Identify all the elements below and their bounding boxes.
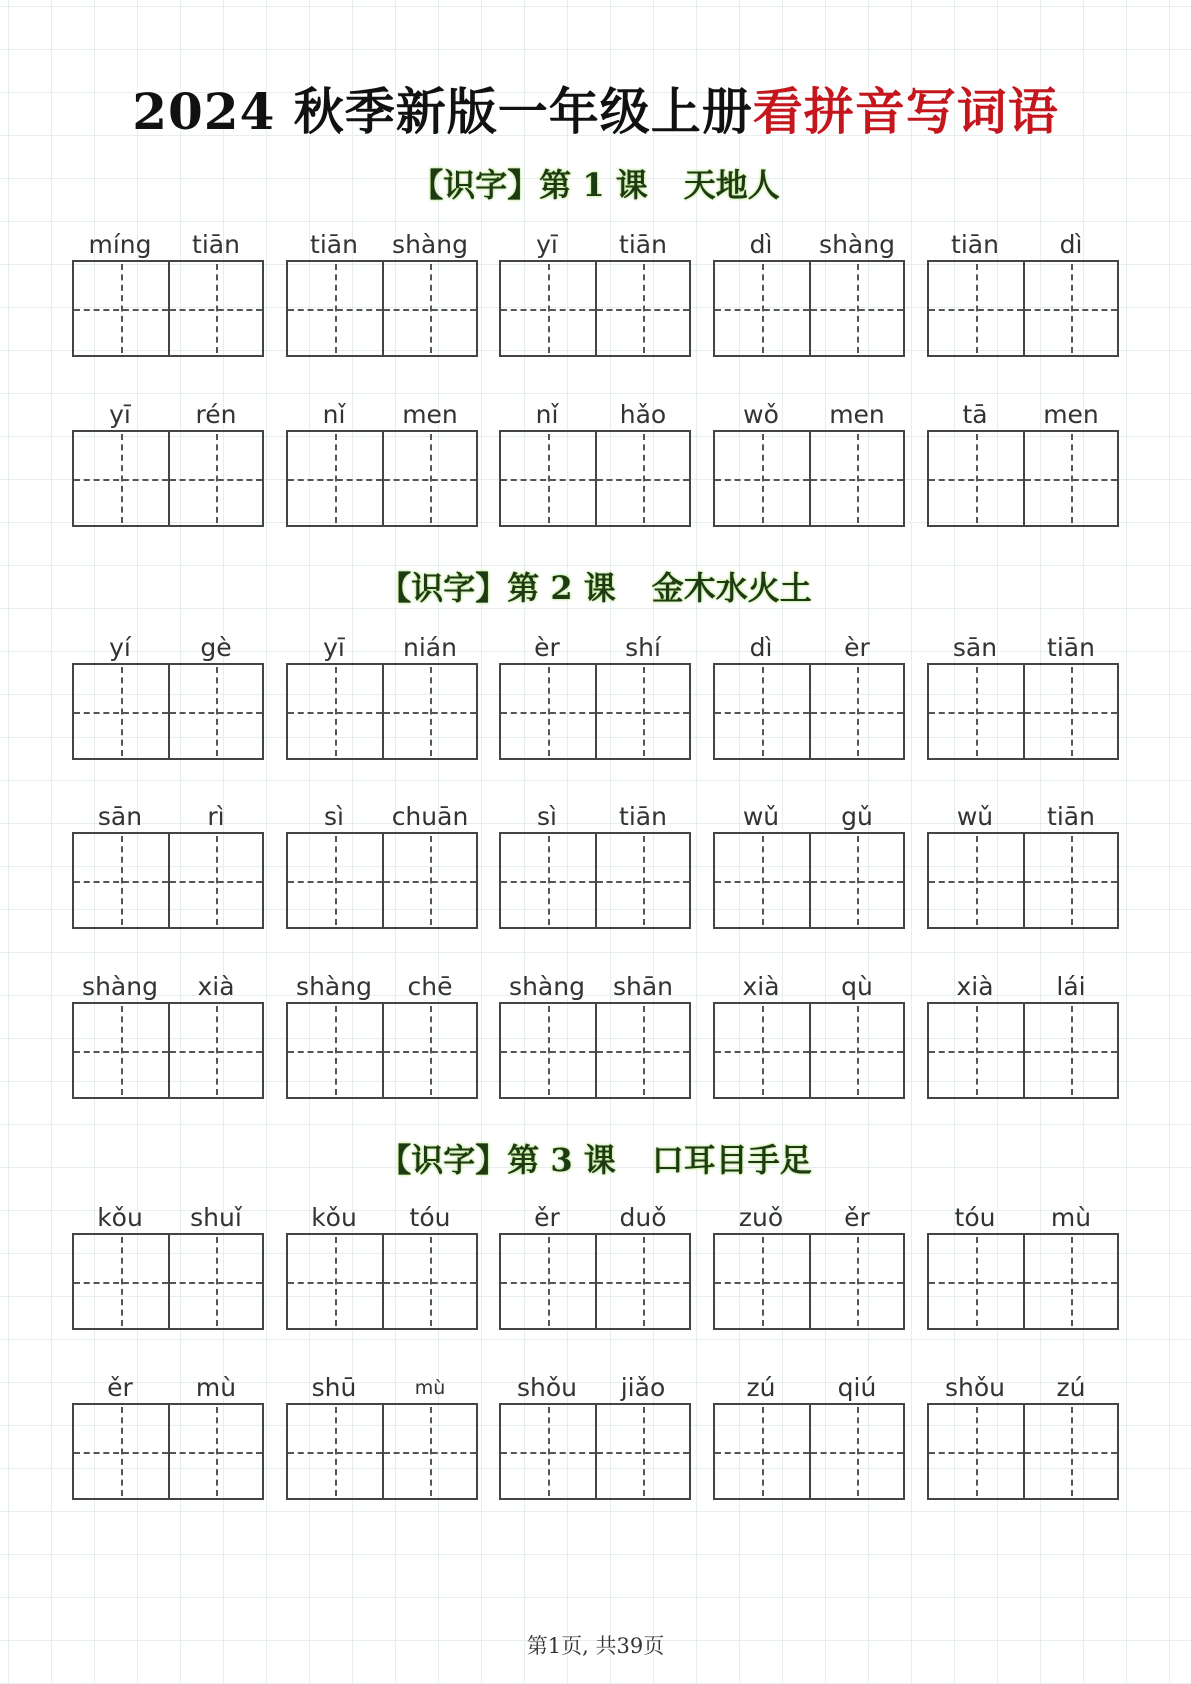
bracket-close: 】: [475, 569, 508, 607]
writing-cell[interactable]: [715, 1004, 809, 1097]
tianzige-writing-box[interactable]: [286, 1233, 478, 1330]
guide-line-horizontal: [1025, 881, 1117, 883]
writing-cell[interactable]: [1023, 262, 1117, 355]
pinyin-label: shí: [625, 633, 661, 662]
guide-line-horizontal: [501, 309, 595, 311]
guide-line-horizontal: [384, 881, 476, 883]
writing-cell[interactable]: [168, 1235, 262, 1328]
writing-cell[interactable]: [501, 432, 595, 525]
writing-cell[interactable]: [595, 262, 689, 355]
writing-cell[interactable]: [929, 1004, 1023, 1097]
guide-line-horizontal: [288, 881, 382, 883]
guide-line-horizontal: [501, 1452, 595, 1454]
writing-cell[interactable]: [715, 1235, 809, 1328]
guide-line-horizontal: [384, 1282, 476, 1284]
writing-cell[interactable]: [168, 834, 262, 927]
guide-line-horizontal: [288, 1051, 382, 1053]
pinyin-label: shàng: [82, 972, 158, 1001]
writing-cell[interactable]: [168, 1004, 262, 1097]
guide-line-horizontal: [170, 1452, 262, 1454]
guide-line-horizontal: [384, 309, 476, 311]
pinyin-label: dì: [1059, 230, 1083, 259]
writing-cell[interactable]: [74, 665, 168, 758]
writing-cell[interactable]: [595, 1235, 689, 1328]
tianzige-writing-box[interactable]: [499, 832, 691, 929]
guide-line-horizontal: [1025, 479, 1117, 481]
pinyin-label: tiān: [192, 230, 240, 259]
pinyin-label: shàng: [819, 230, 895, 259]
writing-cell[interactable]: [929, 1235, 1023, 1328]
guide-line-horizontal: [811, 1282, 903, 1284]
pinyin-label: mù: [1050, 1203, 1092, 1232]
guide-line-horizontal: [74, 881, 168, 883]
guide-line-horizontal: [715, 479, 809, 481]
guide-line-horizontal: [929, 309, 1023, 311]
lesson-name: 口耳目手足: [651, 1141, 812, 1179]
writing-cell[interactable]: [809, 262, 903, 355]
guide-line-horizontal: [597, 1452, 689, 1454]
tianzige-writing-box[interactable]: [927, 430, 1119, 527]
pinyin-label: tiān: [619, 230, 667, 259]
title-red: 看拼音写词语: [752, 82, 1059, 141]
pinyin-label: èr: [534, 633, 560, 662]
tianzige-writing-box[interactable]: [72, 663, 264, 760]
pinyin-label: chē: [407, 972, 453, 1001]
pinyin-label: ěr: [107, 1373, 133, 1402]
pinyin-label: shǒu: [944, 1373, 1005, 1402]
guide-line-horizontal: [715, 1282, 809, 1284]
writing-cell[interactable]: [1023, 1405, 1117, 1498]
writing-cell[interactable]: [168, 262, 262, 355]
tianzige-writing-box[interactable]: [286, 663, 478, 760]
pinyin-label: dì: [749, 230, 773, 259]
guide-line-horizontal: [715, 1051, 809, 1053]
guide-line-horizontal: [501, 712, 595, 714]
pinyin-label: zú: [1056, 1373, 1086, 1402]
guide-line-horizontal: [501, 1051, 595, 1053]
pinyin-label: tóu: [954, 1203, 996, 1232]
guide-line-horizontal: [715, 712, 809, 714]
guide-line-horizontal: [74, 712, 168, 714]
guide-line-horizontal: [501, 1282, 595, 1284]
pinyin-label: lái: [1056, 972, 1086, 1001]
writing-cell[interactable]: [715, 834, 809, 927]
writing-cell[interactable]: [382, 432, 476, 525]
writing-cell[interactable]: [74, 1235, 168, 1328]
guide-line-horizontal: [384, 1452, 476, 1454]
pinyin-label: tiān: [619, 802, 667, 831]
writing-cell[interactable]: [929, 665, 1023, 758]
tianzige-writing-box[interactable]: [713, 260, 905, 357]
tianzige-writing-box[interactable]: [286, 1002, 478, 1099]
writing-cell[interactable]: [288, 1235, 382, 1328]
writing-cell[interactable]: [809, 834, 903, 927]
writing-cell[interactable]: [74, 1405, 168, 1498]
tianzige-writing-box[interactable]: [72, 430, 264, 527]
guide-line-horizontal: [74, 1051, 168, 1053]
lesson-number: 第 2 课: [507, 569, 616, 607]
pinyin-label: men: [402, 400, 458, 429]
pinyin-label: yí: [109, 633, 131, 662]
pinyin-label: sì: [324, 802, 344, 831]
bracket-close: 】: [507, 166, 540, 204]
writing-cell[interactable]: [74, 834, 168, 927]
writing-cell[interactable]: [929, 432, 1023, 525]
pinyin-label: sān: [97, 802, 143, 831]
guide-line-horizontal: [929, 1452, 1023, 1454]
tianzige-writing-box[interactable]: [72, 1233, 264, 1330]
pinyin-label: sān: [952, 633, 998, 662]
writing-cell[interactable]: [715, 262, 809, 355]
lesson-number: 第 3 课: [507, 1141, 616, 1179]
writing-cell[interactable]: [501, 1235, 595, 1328]
pinyin-label: gè: [200, 633, 232, 662]
writing-cell[interactable]: [809, 1004, 903, 1097]
writing-cell[interactable]: [595, 1004, 689, 1097]
bracket-open: 【: [379, 1141, 412, 1179]
pinyin-label: chuān: [391, 802, 469, 831]
pinyin-label: yī: [109, 400, 131, 429]
guide-line-horizontal: [1025, 1452, 1117, 1454]
writing-cell[interactable]: [288, 262, 382, 355]
tianzige-writing-box[interactable]: [713, 1002, 905, 1099]
pinyin-label: ěr: [534, 1203, 560, 1232]
guide-line-horizontal: [288, 309, 382, 311]
pinyin-label: wǔ: [956, 802, 994, 831]
writing-cell[interactable]: [1023, 665, 1117, 758]
tianzige-writing-box[interactable]: [927, 1002, 1119, 1099]
pinyin-label: shàng: [392, 230, 468, 259]
writing-cell[interactable]: [929, 262, 1023, 355]
bracket-open: 【: [411, 166, 444, 204]
tianzige-writing-box[interactable]: [713, 832, 905, 929]
pinyin-label: xià: [956, 972, 994, 1001]
pinyin-label: yī: [323, 633, 345, 662]
tianzige-writing-box[interactable]: [72, 832, 264, 929]
guide-line-horizontal: [170, 479, 262, 481]
tianzige-writing-box[interactable]: [72, 260, 264, 357]
guide-line-horizontal: [929, 1282, 1023, 1284]
guide-line-horizontal: [1025, 712, 1117, 714]
guide-line-horizontal: [597, 309, 689, 311]
pinyin-label: zuǒ: [738, 1203, 784, 1232]
title-black: 2024 秋季新版一年级上册: [132, 82, 753, 141]
guide-line-horizontal: [288, 479, 382, 481]
guide-line-horizontal: [170, 1282, 262, 1284]
guide-line-horizontal: [811, 479, 903, 481]
pinyin-label: shuǐ: [190, 1203, 242, 1232]
guide-line-horizontal: [929, 712, 1023, 714]
pinyin-label: ěr: [844, 1203, 870, 1232]
pinyin-label: men: [1043, 400, 1099, 429]
lesson-heading-2: [0, 563, 1191, 609]
writing-cell[interactable]: [1023, 432, 1117, 525]
pinyin-label: zú: [746, 1373, 776, 1402]
pinyin-label: dì: [749, 633, 773, 662]
writing-cell[interactable]: [929, 1405, 1023, 1498]
writing-cell[interactable]: [501, 834, 595, 927]
guide-line-horizontal: [170, 309, 262, 311]
guide-line-horizontal: [715, 309, 809, 311]
pinyin-label: míng: [88, 230, 152, 259]
guide-line-horizontal: [74, 479, 168, 481]
lesson-name: 天地人: [683, 166, 780, 204]
pinyin-label: men: [829, 400, 885, 429]
tianzige-writing-box[interactable]: [713, 430, 905, 527]
writing-cell[interactable]: [288, 432, 382, 525]
tianzige-writing-box[interactable]: [72, 1002, 264, 1099]
pinyin-label: duǒ: [619, 1203, 667, 1232]
pinyin-label: kǒu: [311, 1203, 357, 1232]
writing-cell[interactable]: [168, 432, 262, 525]
tianzige-writing-box[interactable]: [499, 260, 691, 357]
pinyin-label: wǔ: [742, 802, 780, 831]
pinyin-label: xià: [742, 972, 780, 1001]
writing-cell[interactable]: [1023, 834, 1117, 927]
writing-cell[interactable]: [74, 432, 168, 525]
guide-line-horizontal: [715, 881, 809, 883]
pinyin-label: nián: [403, 633, 457, 662]
pinyin-label: èr: [844, 633, 870, 662]
pinyin-label: tiān: [1047, 802, 1095, 831]
page-number: 第1页, 共39页: [526, 1634, 665, 1658]
guide-line-horizontal: [501, 881, 595, 883]
guide-line-horizontal: [170, 881, 262, 883]
tianzige-writing-box[interactable]: [927, 832, 1119, 929]
tianzige-writing-box[interactable]: [286, 430, 478, 527]
pinyin-label: xià: [197, 972, 235, 1001]
writing-cell[interactable]: [595, 834, 689, 927]
writing-cell[interactable]: [501, 1004, 595, 1097]
writing-cell[interactable]: [288, 1405, 382, 1498]
bracket-close: 】: [475, 1141, 508, 1179]
pinyin-label: rì: [207, 802, 225, 831]
writing-cell[interactable]: [809, 665, 903, 758]
tianzige-writing-box[interactable]: [286, 832, 478, 929]
pinyin-label: tā: [962, 400, 988, 429]
guide-line-horizontal: [384, 479, 476, 481]
pinyin-label: sì: [537, 802, 557, 831]
writing-cell[interactable]: [382, 665, 476, 758]
guide-line-horizontal: [811, 309, 903, 311]
guide-line-horizontal: [811, 1051, 903, 1053]
tianzige-writing-box[interactable]: [286, 260, 478, 357]
tianzige-writing-box[interactable]: [927, 1403, 1119, 1500]
guide-line-horizontal: [597, 881, 689, 883]
guide-line-horizontal: [170, 712, 262, 714]
writing-cell[interactable]: [715, 665, 809, 758]
writing-cell[interactable]: [595, 1405, 689, 1498]
pinyin-label: nǐ: [322, 400, 346, 429]
tianzige-writing-box[interactable]: [499, 663, 691, 760]
pinyin-label: nǐ: [535, 400, 559, 429]
writing-cell[interactable]: [595, 432, 689, 525]
guide-line-horizontal: [1025, 309, 1117, 311]
guide-line-horizontal: [74, 1452, 168, 1454]
pinyin-label: shàng: [296, 972, 372, 1001]
lesson-name: 金木水火土: [651, 569, 812, 607]
writing-cell[interactable]: [288, 665, 382, 758]
writing-cell[interactable]: [595, 665, 689, 758]
pinyin-label: mù: [195, 1373, 237, 1402]
tianzige-writing-box[interactable]: [499, 1233, 691, 1330]
bracket-open: 【: [379, 569, 412, 607]
pinyin-label: gǔ: [841, 802, 873, 831]
writing-cell[interactable]: [168, 1405, 262, 1498]
tianzige-writing-box[interactable]: [927, 260, 1119, 357]
pinyin-label: shǒu: [516, 1373, 577, 1402]
guide-line-horizontal: [74, 309, 168, 311]
guide-line-horizontal: [170, 1051, 262, 1053]
guide-line-horizontal: [1025, 1282, 1117, 1284]
pinyin-label: shàng: [509, 972, 585, 1001]
tianzige-writing-box[interactable]: [499, 430, 691, 527]
tianzige-writing-box[interactable]: [499, 1403, 691, 1500]
pinyin-label: tiān: [310, 230, 358, 259]
pinyin-label: kǒu: [97, 1203, 143, 1232]
guide-line-horizontal: [384, 712, 476, 714]
guide-line-horizontal: [597, 479, 689, 481]
guide-line-horizontal: [384, 1051, 476, 1053]
guide-line-horizontal: [288, 712, 382, 714]
writing-cell[interactable]: [809, 1235, 903, 1328]
guide-line-horizontal: [1025, 1051, 1117, 1053]
writing-cell[interactable]: [715, 1405, 809, 1498]
tianzige-writing-box[interactable]: [713, 1403, 905, 1500]
guide-line-horizontal: [715, 1452, 809, 1454]
guide-line-horizontal: [929, 479, 1023, 481]
writing-cell[interactable]: [288, 1004, 382, 1097]
writing-cell[interactable]: [382, 262, 476, 355]
lesson-category: 识字: [411, 569, 476, 607]
pinyin-label: yī: [536, 230, 558, 259]
guide-line-horizontal: [811, 1452, 903, 1454]
writing-cell[interactable]: [382, 1235, 476, 1328]
guide-line-horizontal: [288, 1452, 382, 1454]
lesson-category: 识字: [411, 1141, 476, 1179]
lesson-heading-3: [0, 1135, 1191, 1181]
writing-cell[interactable]: [501, 262, 595, 355]
lesson-number: 第 1 课: [539, 166, 648, 204]
pinyin-label: tóu: [409, 1203, 451, 1232]
guide-line-horizontal: [597, 1282, 689, 1284]
guide-line-horizontal: [811, 712, 903, 714]
writing-cell[interactable]: [74, 1004, 168, 1097]
pinyin-label: tiān: [1047, 633, 1095, 662]
tianzige-writing-box[interactable]: [286, 1403, 478, 1500]
writing-cell[interactable]: [382, 834, 476, 927]
pinyin-label: wǒ: [743, 400, 779, 429]
pinyin-label: qiú: [837, 1373, 877, 1402]
pinyin-label: rén: [195, 400, 237, 429]
tianzige-writing-box[interactable]: [713, 1233, 905, 1330]
guide-line-horizontal: [74, 1282, 168, 1284]
writing-cell[interactable]: [715, 432, 809, 525]
pinyin-label: qù: [841, 972, 873, 1001]
pinyin-label: shān: [612, 972, 674, 1001]
pinyin-label: jiǎo: [620, 1373, 666, 1402]
writing-cell[interactable]: [288, 834, 382, 927]
writing-cell[interactable]: [168, 665, 262, 758]
guide-line-horizontal: [929, 881, 1023, 883]
guide-line-horizontal: [288, 1282, 382, 1284]
tianzige-writing-box[interactable]: [713, 663, 905, 760]
guide-line-horizontal: [929, 1051, 1023, 1053]
writing-cell[interactable]: [1023, 1235, 1117, 1328]
writing-cell[interactable]: [74, 262, 168, 355]
writing-cell[interactable]: [382, 1405, 476, 1498]
lesson-heading-1: [0, 160, 1191, 206]
page-title: [0, 72, 1191, 144]
tianzige-writing-box[interactable]: [499, 1002, 691, 1099]
pinyin-label: shū: [311, 1373, 357, 1402]
tianzige-writing-box[interactable]: [72, 1403, 264, 1500]
writing-cell[interactable]: [809, 432, 903, 525]
writing-cell[interactable]: [382, 1004, 476, 1097]
writing-cell[interactable]: [1023, 1004, 1117, 1097]
guide-line-horizontal: [811, 881, 903, 883]
pinyin-label: hǎo: [619, 400, 667, 429]
lesson-category: 识字: [443, 166, 508, 204]
pinyin-label: tiān: [951, 230, 999, 259]
guide-line-horizontal: [501, 479, 595, 481]
tianzige-writing-box[interactable]: [927, 663, 1119, 760]
writing-cell[interactable]: [501, 1405, 595, 1498]
writing-cell[interactable]: [809, 1405, 903, 1498]
pinyin-label: mù: [414, 1377, 446, 1399]
guide-line-horizontal: [597, 1051, 689, 1053]
guide-line-horizontal: [597, 712, 689, 714]
writing-cell[interactable]: [929, 834, 1023, 927]
writing-cell[interactable]: [501, 665, 595, 758]
tianzige-writing-box[interactable]: [927, 1233, 1119, 1330]
